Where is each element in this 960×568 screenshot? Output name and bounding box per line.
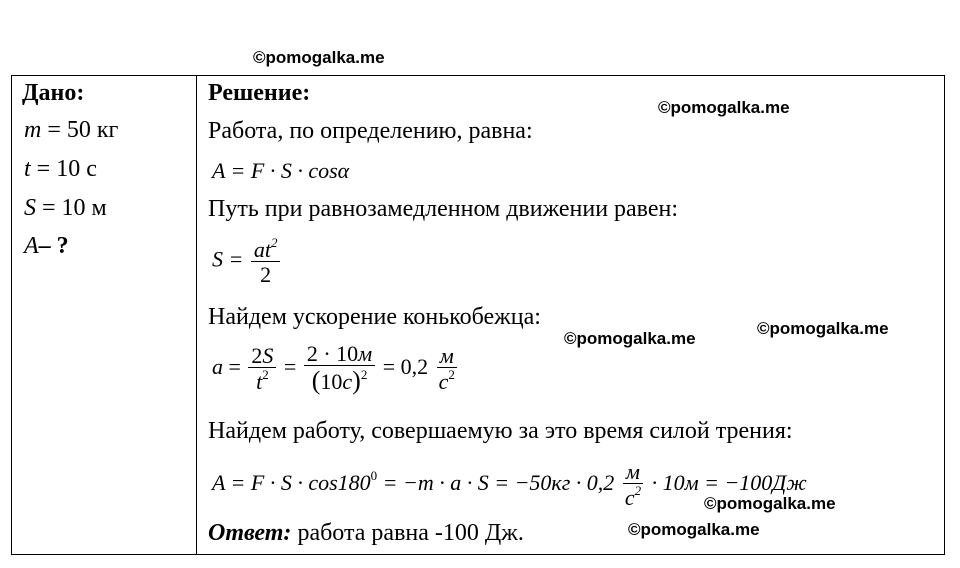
answer-text: работа равна -100 Дж.: [291, 520, 524, 546]
fraction-numeric: $\frac{2 \cdot 10м}{(10с)^2}$: [304, 342, 375, 396]
watermark: ©pomogalka.me: [628, 520, 760, 539]
fraction-2s-over-t2: $\frac{2S}{t^2}$: [248, 344, 276, 394]
watermark: ©pomogalka.me: [704, 494, 836, 513]
formula-work-part-2: = −m · a · S = −50кг · 0,2: [377, 470, 615, 496]
distance-value: = 10 м: [36, 195, 107, 221]
work-symbol: A: [24, 233, 39, 259]
answer-line: [208, 520, 524, 547]
given-unknown: [24, 233, 69, 260]
fraction-at2-over-2: $\frac{at^2}{2}$: [251, 236, 281, 287]
given-distance: [24, 195, 107, 222]
solution-line-2: Путь при равнозамедленном движении равен:: [208, 196, 679, 222]
fraction-unit-m-s2: $\frac{м}{с^2}$: [438, 342, 455, 394]
solution-line-1: Работа, по определению, равна:: [208, 118, 533, 144]
mass-value: = 50 кг: [41, 117, 119, 143]
solution-line-4: Найдем работу, совершаемую за это время силой трения:: [208, 418, 793, 444]
watermark: ©pomogalka.me: [757, 319, 889, 338]
formula-acceleration: a = $\frac{2S}{t^2}$ = $\frac{2 \cdot 10м}{(10с)^2}$ = 0,2 $\frac{м}{с^2}$: [212, 342, 460, 396]
given-time: [24, 156, 97, 183]
given-title: Дано:: [22, 80, 85, 106]
solution-title: Решение:: [208, 80, 311, 106]
time-value: = 10 с: [30, 156, 97, 182]
given-mass: [24, 117, 118, 144]
solution-line-3: Найдем ускорение конькобежца:: [208, 304, 541, 330]
watermark: ©pomogalka.me: [658, 98, 790, 117]
formula-distance: S = $\frac{at^2}{2}$: [212, 236, 282, 287]
mass-symbol: m: [24, 117, 42, 143]
formula-work-part-1: A = F · S · cos180: [212, 470, 371, 496]
watermark: ©pomogalka.me: [253, 48, 385, 67]
degree-mark: 0: [370, 468, 378, 484]
column-divider: [196, 75, 197, 555]
formula-work-result: [212, 460, 807, 510]
watermark: ©pomogalka.me: [564, 329, 696, 348]
unknown-mark: – ?: [38, 233, 69, 259]
formula-work-definition: A = F · S · cosα: [212, 158, 350, 183]
distance-symbol: S: [24, 195, 36, 221]
answer-label: Ответ:: [208, 520, 292, 546]
fraction-unit-m-s2: $\frac{м}{с^2}$: [624, 459, 642, 511]
time-symbol: t: [24, 156, 31, 182]
formula-work-part-3: · 10м = −100Дж: [646, 470, 807, 496]
